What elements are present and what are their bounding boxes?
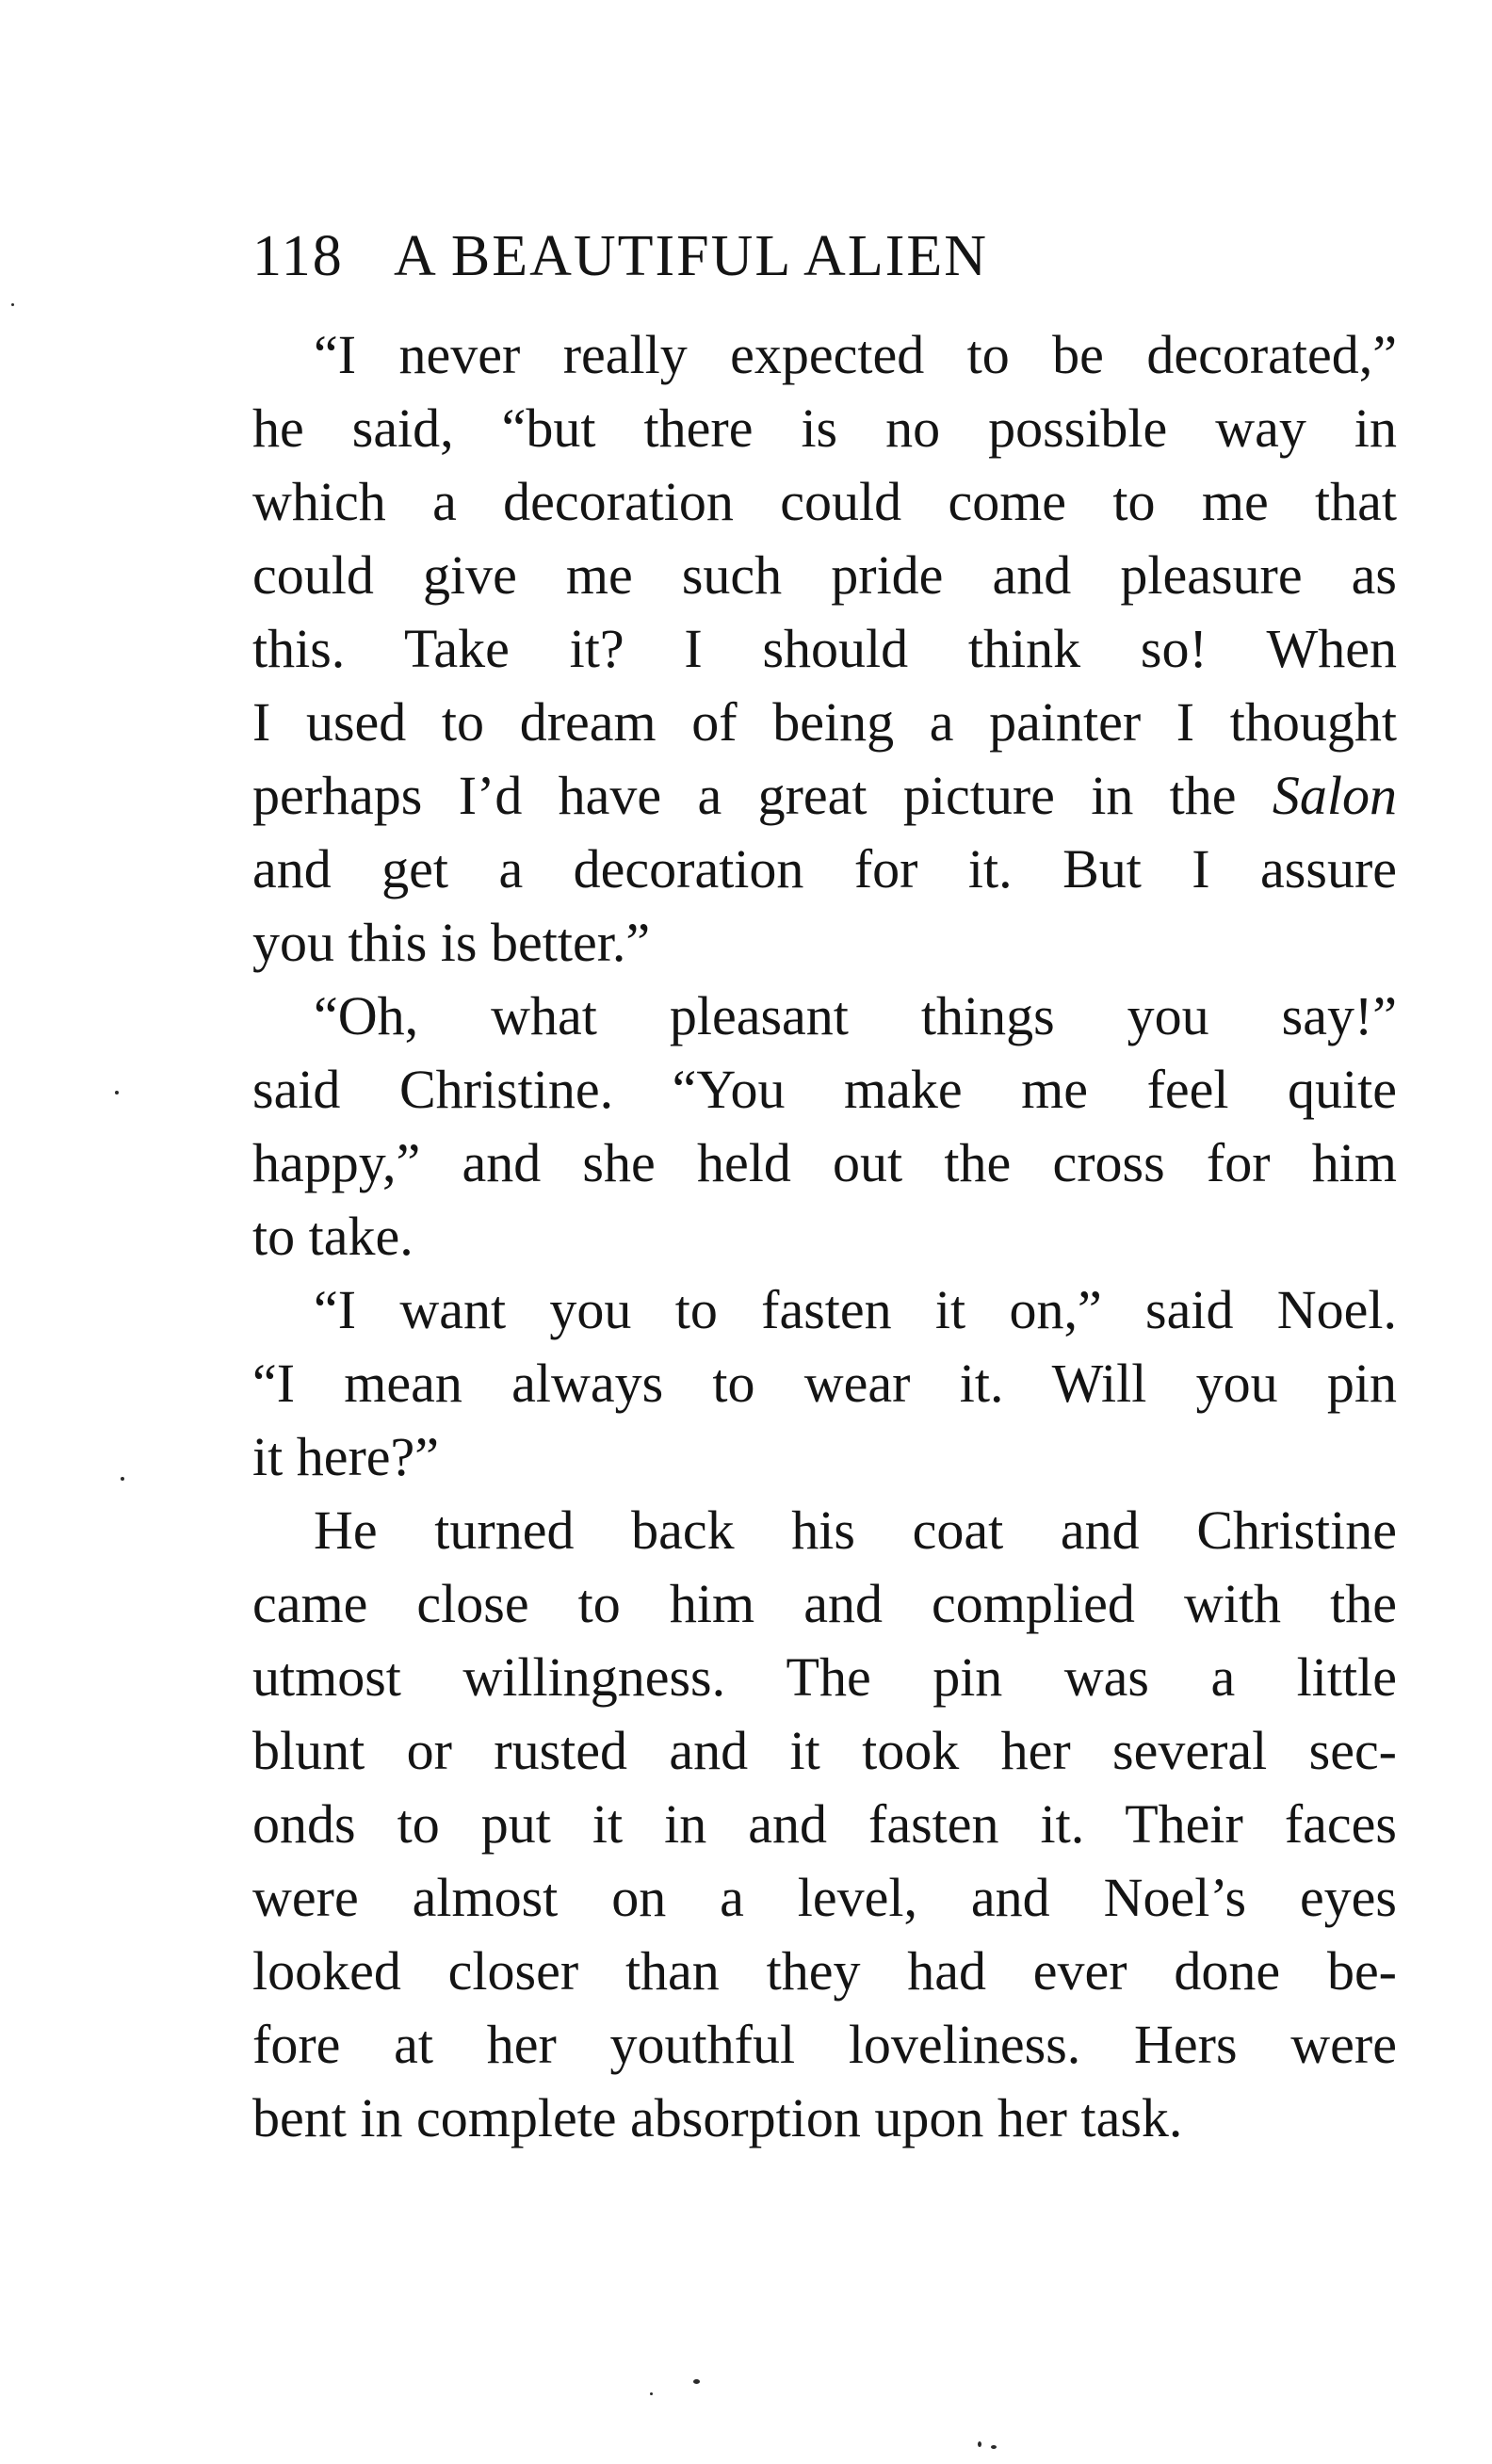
ink-speck	[650, 2392, 653, 2395]
text-line: I used to dream of being a painter I thought	[252, 691, 1397, 753]
text-line: you this is better.”	[252, 912, 651, 973]
ink-speck	[991, 2445, 997, 2449]
text-line: “I mean always to wear it. Will you pin	[252, 1353, 1397, 1414]
ink-speck	[11, 303, 14, 306]
text-line: were almost on a level, and Noel’s eyes	[252, 1867, 1397, 1928]
text-line: said Christine. “You make me feel quite	[252, 1059, 1397, 1120]
text-line: onds to put it in and fasten it. Their faces	[252, 1793, 1397, 1855]
text-line: this. Take it? I should think so! When	[252, 618, 1397, 679]
text-line: could give me such pride and pleasure as	[252, 544, 1397, 606]
body-text	[252, 318, 1397, 2155]
text-line	[252, 759, 1397, 833]
text-line: happy,” and she held out the cross for him	[252, 1132, 1397, 1193]
running-head	[252, 219, 1397, 294]
ink-speck	[121, 1477, 124, 1481]
text-line: blunt or rusted and it took her several sec-	[252, 1720, 1397, 1781]
ink-speck	[693, 2379, 700, 2384]
text-line: to take.	[252, 1206, 414, 1267]
text-line: which a decoration could come to me that	[252, 471, 1397, 532]
text-line: “Oh, what pleasant things you say!”	[314, 985, 1397, 1046]
page-number: 118	[252, 224, 344, 288]
text-line: and get a decoration for it. But I assure	[252, 838, 1397, 900]
text-line-segment: perhaps I’d have a great picture in the	[252, 765, 1237, 826]
text-line: utmost willingness. The pin was a little	[252, 1646, 1397, 1708]
ink-speck	[115, 1091, 119, 1094]
book-title: A BEAUTIFUL ALIEN	[394, 224, 988, 288]
text-line: looked closer than they had ever done be-	[252, 1940, 1397, 2002]
text-line: He turned back his coat and Christine	[314, 1499, 1397, 1561]
text-line: came close to him and complied with the	[252, 1573, 1397, 1634]
text-line: it here?”	[252, 1426, 440, 1487]
text-line: fore at her youthful loveliness. Hers were	[252, 2014, 1397, 2075]
text-line: he said, “but there is no possible way in	[252, 397, 1397, 459]
text-line: “I want you to fasten it on,” said Noel.	[314, 1279, 1397, 1340]
text-line: bent in complete absorption upon her task.	[252, 2087, 1183, 2148]
italic-word: Salon	[1272, 765, 1397, 826]
text-line: “I never really expected to be decorated,”	[314, 324, 1397, 385]
ink-speck	[978, 2441, 981, 2447]
